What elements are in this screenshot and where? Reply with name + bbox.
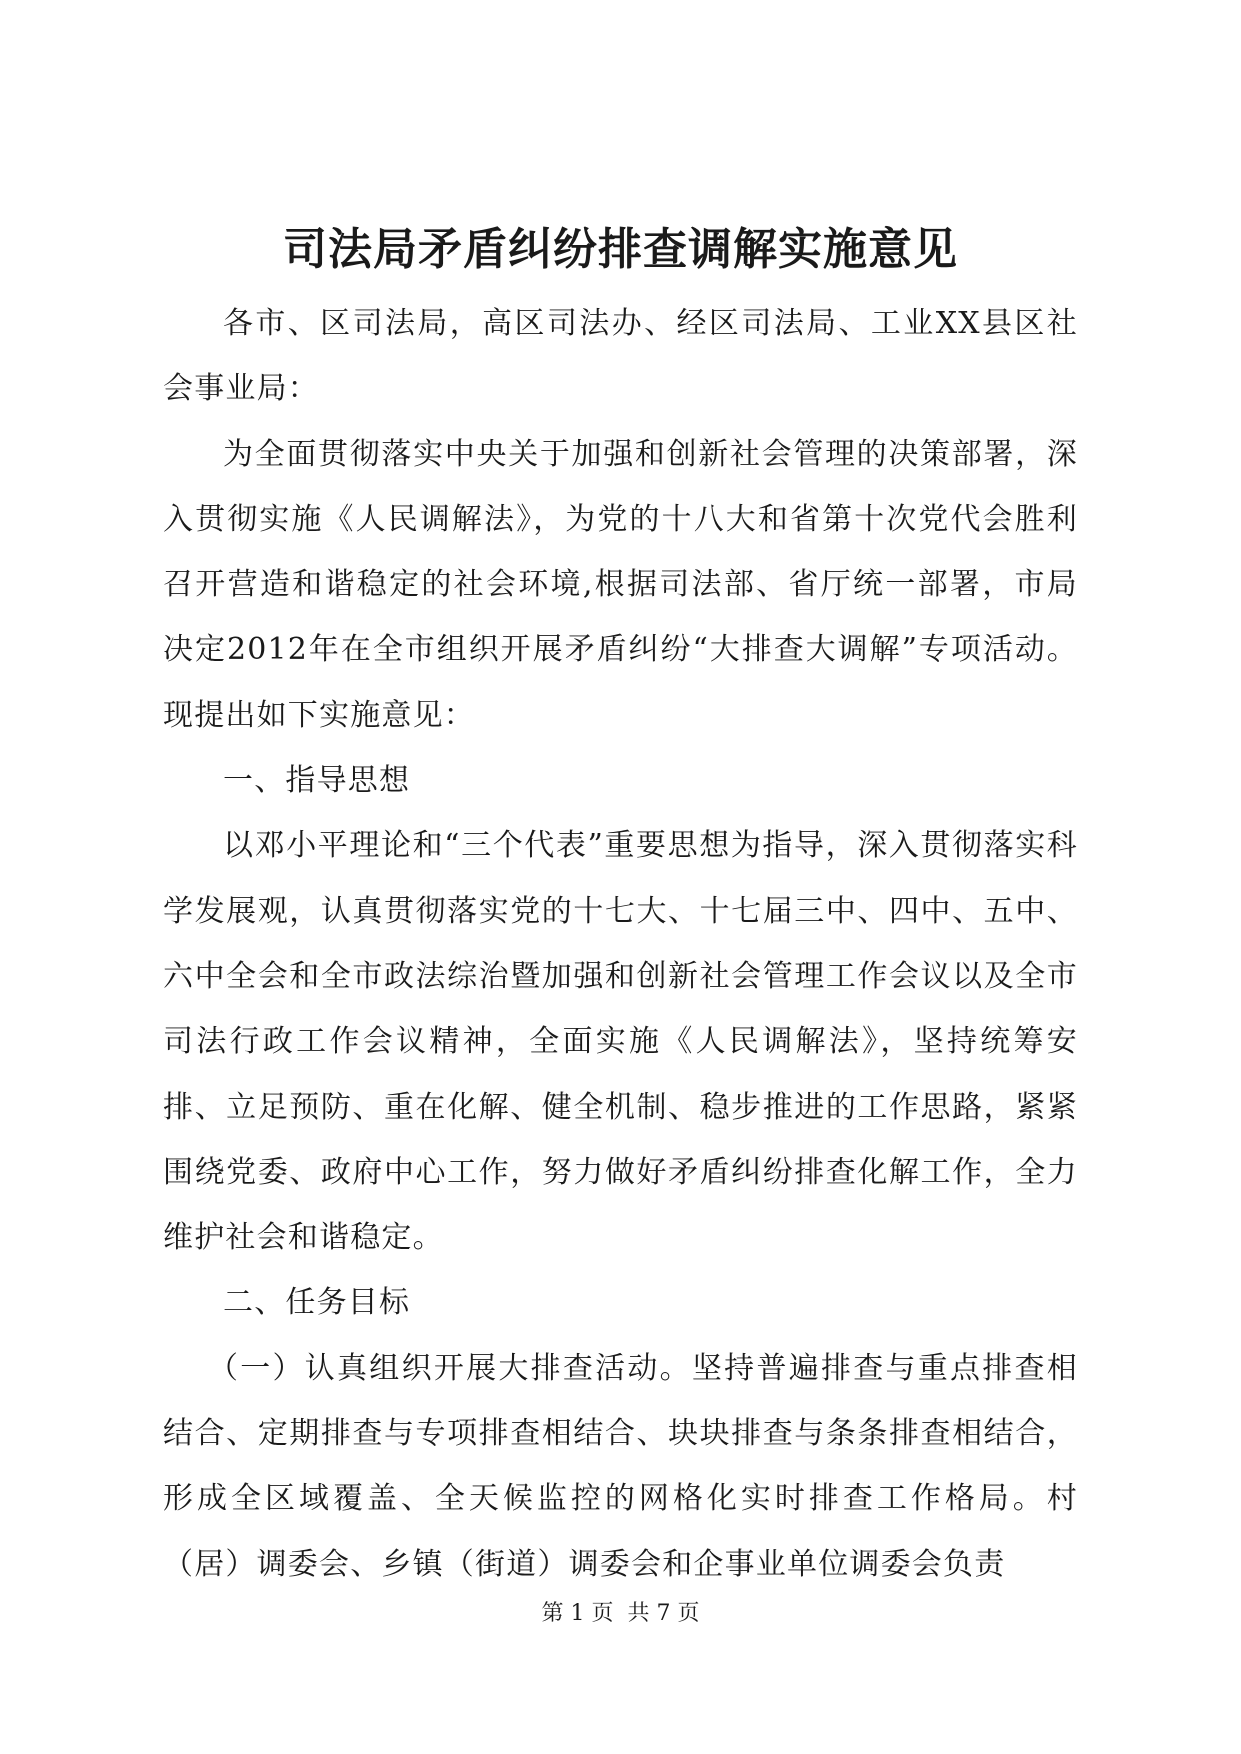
task-item-1-paragraph: （一）认真组织开展大排查活动。坚持普遍排查与重点排查相结合、定期排查与专项排查相结合、块块排查与条条排查相结合，形成全区域覆盖、全天候监控的网格化实时排查工作格局。村（居）调委会、乡镇（街道）调委会和企事业单位调委会负责 (163, 1350, 1078, 1582)
section-heading-task-goals: 二、任务目标 (223, 1285, 411, 1321)
page-footer (0, 1599, 1241, 1629)
intro-paragraph: 为全面贯彻落实中央关于加强和创新社会管理的决策部署，深入贯彻实施《人民调解法》，为党的十八大和省第十次党代会胜利召开营造和谐稳定的社会环境,根据司法部、省厅统一部署，市局决定2012年在全市组织开展矛盾纠纷“大排查大调解”专项活动。现提出如下实施意见： (163, 436, 1078, 733)
document-body (163, 291, 1078, 1597)
addressee-paragraph: 各市、区司法局，高区司法办、经区司法局、工业XX县区社会事业局： (163, 306, 1078, 407)
section-heading-guiding-thought: 一、指导思想 (223, 763, 411, 799)
guiding-thought-paragraph: 以邓小平理论和“三个代表”重要思想为指导，深入贯彻落实科学发展观，认真贯彻落实党的十七大、十七届三中、四中、五中、六中全会和全市政法综治暨加强和创新社会管理工作会议以及全市司法行政工作会议精神，全面实施《人民调解法》，坚持统筹安排、立足预防、重在化解、健全机制、稳步推进的工作思路，紧紧围绕党委、政府中心工作，努力做好矛盾纠纷排查化解工作，全力维护社会和谐稳定。 (163, 828, 1078, 1256)
document-title: 司法局矛盾纠纷排查调解实施意见 (283, 224, 958, 275)
page-number: 第 1 页 共 7 页 (541, 1601, 700, 1626)
